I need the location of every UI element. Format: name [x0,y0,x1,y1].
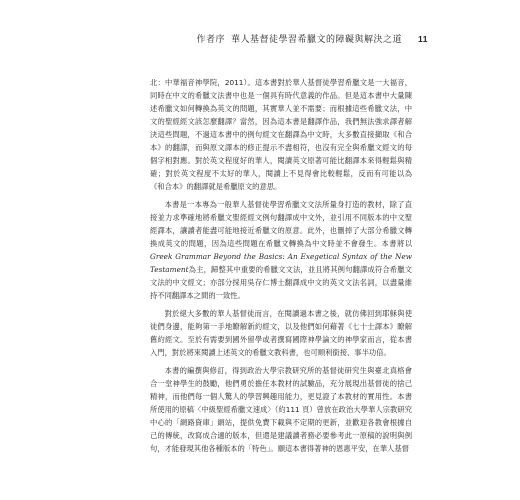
page-number: 11 [418,34,428,44]
header-chapter-title: 華人基督徒學習希臘文的障礙與解決之道 [230,35,402,45]
paragraph-2 [150,198,412,302]
book-title-italic: Greek Grammar Beyond the Basics: An Exegetical Syntax of the New Testament [150,252,412,274]
paragraph-3 [150,307,412,359]
paragraph-1 [150,76,412,193]
paragraph-4 [150,364,412,455]
body-text [150,76,412,460]
paragraph-text: 北：中華福音神學院，2011）。這本書對於華人基督徒學習希臘文是一大福音，同時在中文的希臘文法書中也是一個具有時代意義的作品。但是這本書中大量陳述希臘文如何轉換為英文的問題，其實華人並不需要；而根據這些希臘文法，中文的聖經經文該怎麼翻譯？當然，因為這本書是翻譯作品，我們無法強求譯者解決這些問題，不過這本書中的例句經文在翻譯為中文時，大多數直接擷取《和合本》的翻譯，而與原文譯本的修正提示不盡相符，也沒有完全與希臘文經文的每個字相對應。對於英文程度好的華人，閱讀英文原著可能比翻譯本來得輕鬆與精確；對於英文程度不太好的華人，閱讀上不見得會比較輕鬆，反而有可能以為《和合本》的翻譯就是希臘原文的意思。 [150,78,412,191]
paragraph-text: 對於絕大多數的華人基督徒而言，在閱讀過本書之後，就仿佛回到耶穌與使徒們身邊，能夠第一手地瞭解新約經文，以及他們如何藉著《七十士譯本》瞭解舊約經文。至於有需要到國外留學或者撰寫國際神學論文的神學家而言，從本書入門，對於將來閱讀上述英文的希臘文教科書，也可順利銜接、事半功倍。 [150,309,412,357]
paragraph-text: 本書的編撰與修訂，得到政治大學宗教研究所的基督徒研究生與臺北真格會合一堂神學生的鼓勵，他們勇於擔任本教材的試驗品，充分展現出基督徒的捨己精神，而他們每一個人驚人的學習興趣用能力，更見證了本教材的實用性。本書所使用的原稿〈中級聖經希臘文速成〉（約111 頁）曾放在政治大學華人宗教研究中心的「網路資庫」網站，提供免費下載與不定期的更新，並歡迎各教會根據自己的傳統，改寫成合適的版本，但還是建議讀者務必要參考此一原稿的說明與例句，才能發現其他各種版本的「特色」。願這本書得著神的恩惠平安，在華人基督 [150,366,412,453]
paragraph-text-continued: 為主，歸整其中重要的希臘文文法，並且將其例句翻譯成符合希臘文文法的中文經文；亦部分採用吳存仁博士翻譯成中文的英文文法名詞，以盡量維持不同翻譯本之間的一致性。 [150,265,412,300]
running-header [92,32,428,45]
paragraph-text: 本書是一本專為一般華人基督徒學習希臘文文法所量身打造的教材，除了直接並力求準確地將希臘文聖經經文例句翻譯成中文外，並引用不同版本的中文聖經譯本，讓讀者能盡可能地接近希臘文的原意。此外，也刪掉了大部分希臘文轉換成英文的問題，因為這些問題在希臘文轉換為中文時並不會發生。本書將以 [150,200,412,248]
header-section-label: 作者序 [196,35,225,45]
